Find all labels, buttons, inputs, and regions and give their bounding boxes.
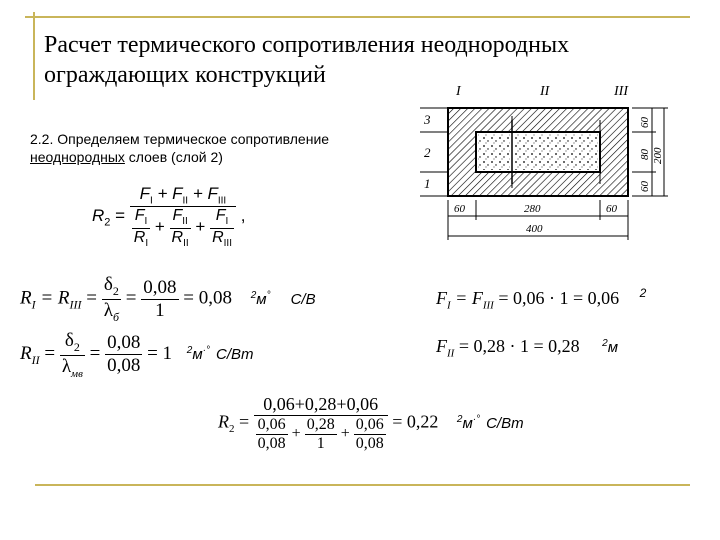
eq-f1-mid: = F — [450, 288, 483, 308]
bottom-accent-rule — [35, 484, 690, 486]
formula-general-lhs-sub: 2 — [104, 216, 111, 229]
eq-final-plus1: + — [291, 425, 301, 443]
eq-final-fraction — [254, 394, 388, 453]
eq-r1-frac1 — [102, 274, 121, 325]
right-dim-3: 60 — [639, 181, 651, 192]
eq-final-d3-den: 0,08 — [355, 435, 384, 452]
eq-f2-rest: = 0,28 · 1 = 0,28 — [454, 336, 580, 356]
eq-f2-lhs: F — [436, 336, 447, 356]
equation-f2 — [436, 336, 618, 360]
eq-final-d1 — [256, 416, 288, 453]
den2-num: F — [172, 207, 183, 225]
eq-final-unit-rest: C/Вт — [486, 414, 524, 432]
layer-label-2: 2 — [424, 145, 431, 160]
eq-r2-frac1 — [60, 330, 85, 380]
intro-line-2-rest: слоев (слой 2) — [124, 149, 223, 165]
den3-den: R — [212, 228, 224, 246]
formula-general-lhs: R — [92, 205, 105, 225]
section-label-1: I — [456, 84, 461, 99]
middle-layer-dots-center — [514, 134, 598, 170]
eq-final-d1-num: 0,06 — [257, 416, 286, 433]
eq-r1-frac2 — [141, 277, 178, 322]
eq-r2-frac1-den-sub: мв — [71, 367, 83, 380]
eq-f2-sub: II — [447, 347, 455, 360]
eq-r1-sub2: III — [69, 297, 82, 312]
intro-text — [30, 130, 390, 166]
eq-r1-unit-m: м — [256, 290, 267, 308]
eq-final-d1-den: 0,08 — [257, 435, 286, 452]
eq-r2-frac2 — [105, 332, 142, 377]
den1-den-sub: I — [145, 237, 149, 249]
eq-r2-unit-rest: C/Вт — [215, 346, 254, 364]
eq-r1-mid: = R — [35, 287, 70, 309]
left-accent-rule — [33, 12, 35, 100]
eq-final-plus2: + — [340, 425, 350, 443]
num-term-1: F — [139, 184, 150, 203]
den-fraction-2 — [170, 207, 191, 248]
eq-r1-unit-rest: C/В — [290, 290, 316, 308]
eq-r1-sub1: I — [31, 297, 36, 312]
eq-final-sub: 2 — [229, 423, 235, 436]
eq-r1-frac1-num: δ — [103, 274, 113, 295]
num-sub-3: III — [217, 195, 227, 207]
wall-section-diagram — [418, 80, 680, 250]
formula-general-fraction: $F_I + F_{II} + F_{III}$ $\frac{F_I}{R_I}$ + $\frac{F_{II}}{R_{II}}$ + $\frac{F_I}{R_{III}}$ — [130, 184, 236, 249]
layer-label-1: 1 — [424, 176, 431, 191]
eq-r1-frac1-den: λ — [103, 299, 113, 321]
eq-f1-sub1: I — [447, 299, 451, 312]
eq-r2-lhs: R — [20, 343, 32, 365]
den2-den: R — [171, 228, 184, 246]
eq-f1-rest: = 0,06 · 1 = 0,06 — [493, 288, 620, 308]
formula-general: $R_2$ = $F_I + F_{II} + F_{III}$ $\frac{F_I}{R_I}$ + $\frac{F_{II}}{R_{II}}$ + $\frac{F_I}{R_{III}}$ , — [92, 184, 246, 249]
eq-r1-unit — [251, 291, 316, 308]
eq-final-d2-den: 1 — [316, 435, 325, 452]
eq-r1-eq2: = — [121, 287, 137, 309]
eq-r1-frac2-num: 0,08 — [143, 276, 177, 298]
eq-f1-unit-sup: 2 — [639, 286, 647, 300]
layer-label-3: 3 — [424, 112, 431, 127]
eq-f2-unit-sup: 2 — [602, 338, 608, 349]
eq-f1-sub2: III — [482, 299, 494, 312]
eq-r2-frac2-num: 0,08 — [107, 332, 141, 354]
eq-r2-unit-deg: ·° — [202, 345, 210, 357]
eq-r2-unit — [187, 346, 254, 363]
num-term-2: + F — [157, 184, 183, 203]
eq-r1-unit-deg: ° — [266, 289, 271, 301]
eq-final-result: = 0,22 — [392, 411, 439, 432]
intro-underlined-word: неоднородных — [30, 149, 125, 165]
num-sub-1: I — [149, 195, 153, 207]
eq-r2-frac2-den: 0,08 — [107, 355, 141, 377]
right-dim-2: 80 — [639, 149, 651, 160]
den2-num-sub: II — [182, 216, 188, 228]
eq-r1-unit-sup: 2 — [250, 289, 257, 301]
den1-den: R — [133, 228, 146, 246]
right-dim-1: 60 — [639, 117, 651, 128]
den-fraction-3 — [210, 207, 234, 248]
eq-r2-frac1-num-sub: 2 — [73, 339, 80, 354]
eq-final-lhs: R — [218, 411, 229, 432]
eq-final-unit-sup: 2 — [456, 413, 463, 425]
den1-num: F — [134, 207, 145, 225]
den3-num-sub: I — [225, 216, 229, 228]
middle-layer-dots-left — [478, 134, 510, 170]
num-sub-2: II — [182, 195, 189, 207]
top-accent-rule — [25, 16, 690, 18]
eq-r1-frac2-den: 1 — [155, 299, 165, 321]
eq-final-d2 — [305, 416, 337, 453]
eq-r2-eq2: = — [84, 343, 101, 365]
eq-r1-result: = 0,08 — [183, 287, 232, 309]
eq-f2-unit — [602, 339, 618, 356]
eq-r2-result: = 1 — [147, 343, 173, 365]
eq-final-d2-num: 0,28 — [306, 416, 335, 433]
eq-final-unit-deg: ·° — [472, 413, 481, 425]
eq-r2-unit-m: м — [192, 346, 203, 364]
eq-r2-sub: II — [31, 352, 40, 367]
title-line-1: Расчет термического сопротивления неоднородных — [44, 32, 570, 58]
eq-f1-lhs: F — [436, 288, 447, 308]
equation-r1 — [20, 274, 316, 325]
eq-r2-eq: = — [39, 343, 56, 365]
eq-final-unit-m: м — [462, 414, 473, 432]
eq-r2-unit-sup: 2 — [186, 345, 193, 357]
eq-final-num: 0,06+0,28+0,06 — [254, 394, 388, 416]
eq-r1-lhs: R — [20, 287, 32, 309]
eq-r2-frac1-num: δ — [64, 330, 74, 351]
intro-line-1: 2.2. Определяем термическое сопротивление — [30, 131, 330, 147]
equation-f1 — [436, 286, 646, 312]
equation-final — [218, 394, 524, 453]
eq-r2-frac1-den: λ — [61, 355, 72, 377]
den3-num: F — [215, 207, 226, 225]
eq-r1-frac1-den-sub: б — [112, 309, 120, 324]
formula-general-comma: , — [240, 205, 246, 225]
den3-den-sub: III — [223, 237, 232, 249]
section-label-3: III — [614, 84, 628, 99]
eq-final-d3 — [354, 416, 386, 453]
equation-r2 — [20, 330, 253, 380]
section-label-2: II — [540, 84, 550, 99]
eq-f2-unit-m: м — [607, 339, 618, 356]
den-fraction-1 — [132, 207, 150, 248]
eq-final-d3-num: 0,06 — [355, 416, 384, 433]
eq-r1-frac1-num-sub: 2 — [112, 283, 119, 298]
eq-final-unit — [457, 415, 524, 432]
den1-num-sub: I — [144, 216, 148, 228]
bottom-dim-3: 60 — [606, 203, 617, 215]
num-term-3: + F — [192, 184, 218, 203]
eq-r1-eq: = — [81, 287, 98, 309]
right-total-dim: 200 — [652, 147, 664, 164]
title-line-2: ограждающих конструкций — [44, 62, 326, 88]
eq-final-eq: = — [234, 411, 250, 432]
bottom-dim-1: 60 — [454, 203, 465, 215]
bottom-total-dim: 400 — [526, 223, 543, 235]
bottom-dim-2: 280 — [524, 203, 541, 215]
den2-den-sub: II — [183, 237, 189, 249]
